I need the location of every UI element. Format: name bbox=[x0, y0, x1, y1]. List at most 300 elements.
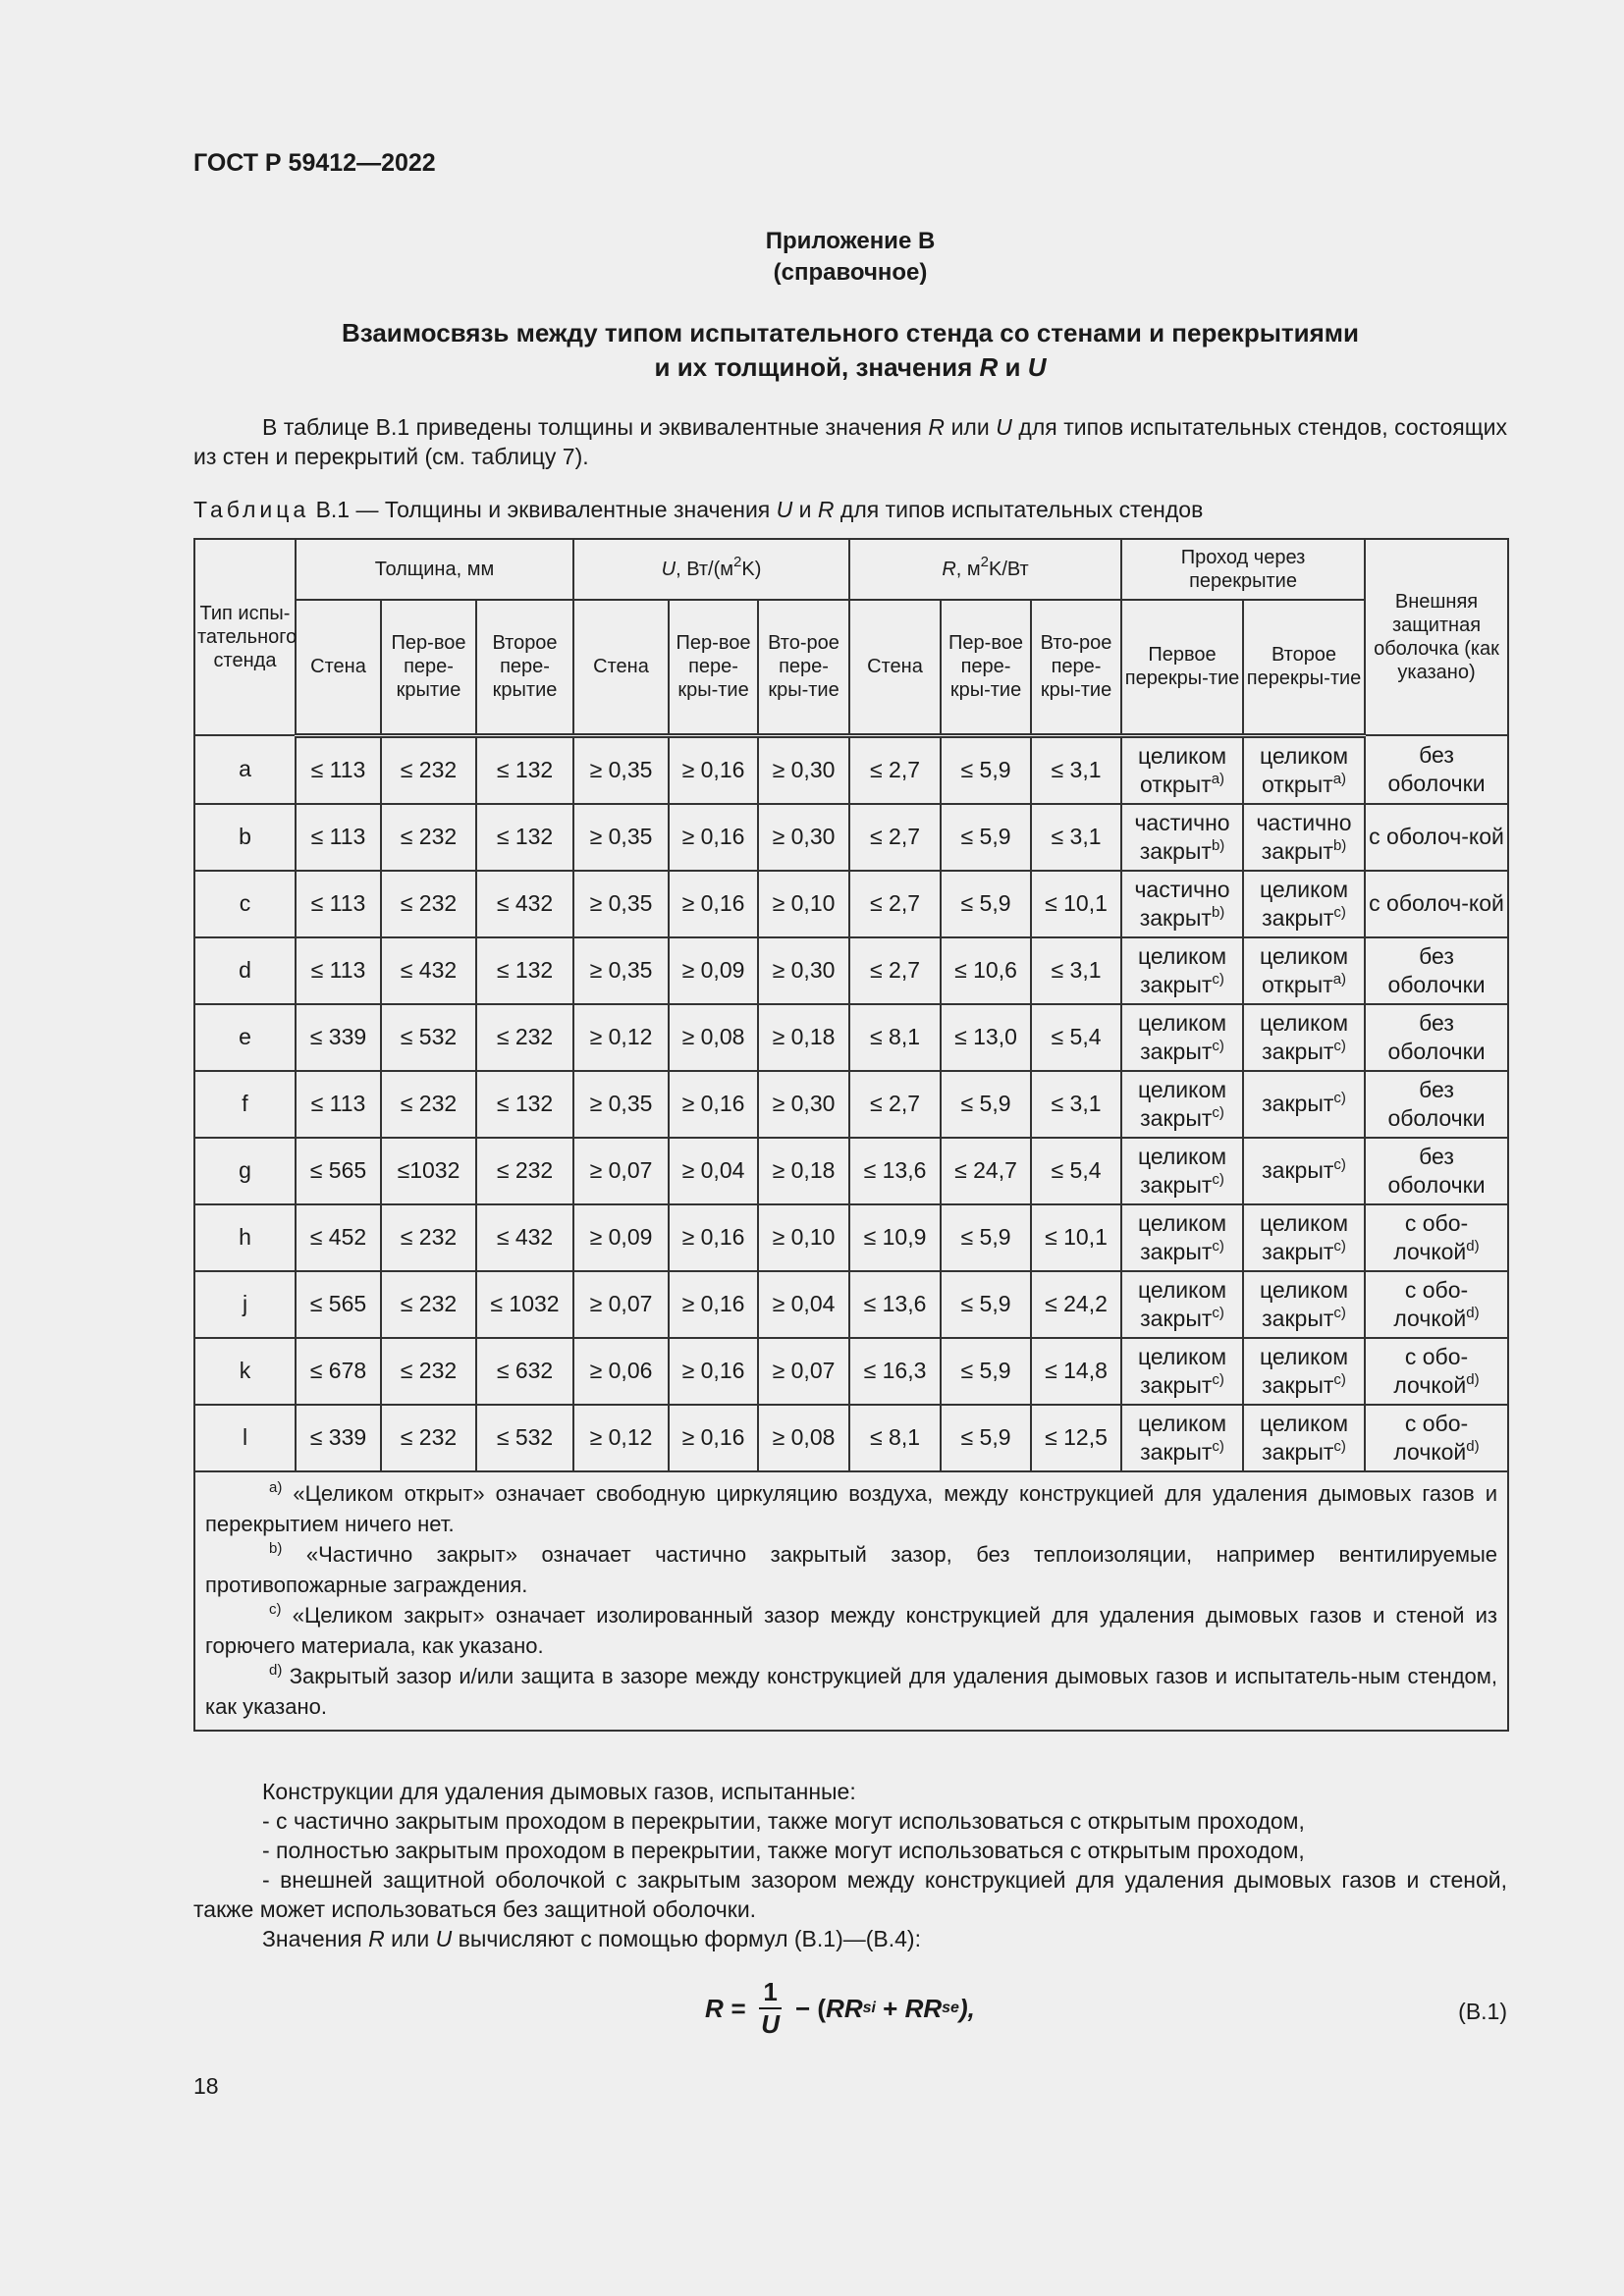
cell-r-wall: ≤ 10,9 bbox=[849, 1204, 941, 1271]
after-p4: - внешней защитной оболочкой с закрытым зазором между конструкцией для удаления дымовых газов и стеной, также может использоваться без защитной оболочки. bbox=[193, 1867, 1507, 1922]
note-c bbox=[205, 1600, 1497, 1661]
note-c-text: «Целиком закрыт» означает изолированный зазор между конструкцией для удаления дымовых газов и стеной из горючего материала, как указано. bbox=[205, 1602, 1498, 1658]
cell-u-first: ≥ 0,16 bbox=[669, 1405, 758, 1471]
header-r-unit-b: K/Вт bbox=[988, 559, 1029, 580]
intro-r: R bbox=[928, 414, 946, 440]
cell-text: с оболоч-кой bbox=[1369, 890, 1504, 916]
formula-number: (В.1) bbox=[1458, 1999, 1507, 2024]
subheader-r-second: Вто-рое пере-кры-тие bbox=[1031, 600, 1121, 735]
subheader-u-wall: Стена bbox=[573, 600, 669, 735]
cell-pass-first bbox=[1121, 735, 1243, 804]
header-u-unit-a: , Вт/(м bbox=[676, 559, 734, 580]
cell-u-second: ≥ 0,10 bbox=[758, 871, 849, 937]
formula-term-1-sub: si bbox=[862, 2000, 876, 2016]
cell-type: j bbox=[194, 1271, 296, 1338]
cell-text: с обо-лочкой bbox=[1393, 1276, 1469, 1331]
caption-text-a: В.1 — Толщины и эквивалентные значения bbox=[309, 497, 777, 522]
cell-u-wall: ≥ 0,35 bbox=[573, 735, 669, 804]
cell-u-first: ≥ 0,16 bbox=[669, 804, 758, 871]
cell-pass-first bbox=[1121, 937, 1243, 1004]
cell-thk-wall: ≤ 339 bbox=[296, 1405, 381, 1471]
note-b bbox=[205, 1539, 1497, 1600]
cell-footnote-mark: c) bbox=[1212, 1037, 1224, 1054]
cell-footnote-mark: c) bbox=[1212, 970, 1224, 988]
cell-footnote-mark: c) bbox=[1333, 1370, 1346, 1388]
cell-u-second: ≥ 0,18 bbox=[758, 1004, 849, 1071]
cell-footnote-mark: c) bbox=[1333, 1156, 1346, 1173]
cell-thk-first: ≤ 232 bbox=[381, 735, 476, 804]
cell-pass-second bbox=[1243, 1138, 1365, 1204]
table-row bbox=[194, 1004, 1508, 1071]
title-u: U bbox=[1027, 352, 1047, 382]
cell-text: без оболочки bbox=[1387, 1009, 1486, 1064]
table-row bbox=[194, 1138, 1508, 1204]
note-d-text: Закрытый зазор и/или защита в зазоре между конструкцией для удаления дымовых газов и испытатель-ным стендом, как указано. bbox=[205, 1663, 1498, 1719]
cell-type: a bbox=[194, 735, 296, 804]
cell-thk-first: ≤1032 bbox=[381, 1138, 476, 1204]
caption-and: и bbox=[792, 497, 818, 522]
cell-footnote-mark: c) bbox=[1333, 1090, 1346, 1106]
cell-u-second: ≥ 0,07 bbox=[758, 1338, 849, 1405]
after-p1: Конструкции для удаления дымовых газов, испытанные: bbox=[262, 1779, 856, 1804]
cell-r-first: ≤ 5,9 bbox=[941, 1405, 1031, 1471]
cell-r-first: ≤ 5,9 bbox=[941, 735, 1031, 804]
cell-r-wall: ≤ 2,7 bbox=[849, 735, 941, 804]
cell-u-wall: ≥ 0,09 bbox=[573, 1204, 669, 1271]
cell-pass-first bbox=[1121, 1138, 1243, 1204]
cell-thk-second: ≤ 432 bbox=[476, 1204, 573, 1271]
intro-text-b: для типов испытательных стендов, состоящих из стен и перекрытий (см. таблицу 7). bbox=[193, 414, 1507, 469]
cell-text: целиком закрыт bbox=[1259, 1209, 1349, 1264]
cell-footnote-mark: c) bbox=[1333, 1304, 1346, 1321]
cell-footnote-mark: c) bbox=[1333, 1037, 1346, 1054]
table-row bbox=[194, 1338, 1508, 1405]
cell-outer bbox=[1365, 1138, 1508, 1204]
appendix-label: Приложение В bbox=[765, 228, 936, 254]
cell-footnote-mark: a) bbox=[1332, 770, 1347, 787]
intro-u: U bbox=[996, 414, 1012, 440]
cell-r-first: ≤ 5,9 bbox=[941, 1271, 1031, 1338]
formula-end: ), bbox=[958, 1993, 975, 2023]
cell-thk-first: ≤ 232 bbox=[381, 1204, 476, 1271]
cell-outer bbox=[1365, 1004, 1508, 1071]
cell-r-first: ≤ 5,9 bbox=[941, 1204, 1031, 1271]
cell-type: b bbox=[194, 804, 296, 871]
cell-text: целиком открыт bbox=[1259, 942, 1349, 997]
cell-r-second: ≤ 5,4 bbox=[1031, 1138, 1121, 1204]
cell-text: целиком закрыт bbox=[1137, 1410, 1227, 1465]
formula-term-2-sub: se bbox=[942, 2000, 959, 2016]
cell-text: целиком закрыт bbox=[1137, 1343, 1227, 1398]
cell-r-wall: ≤ 2,7 bbox=[849, 871, 941, 937]
cell-text: целиком закрыт bbox=[1137, 1076, 1227, 1131]
header-pass: Проход через перекрытие bbox=[1121, 539, 1365, 600]
cell-r-wall: ≤ 13,6 bbox=[849, 1138, 941, 1204]
cell-thk-wall: ≤ 678 bbox=[296, 1338, 381, 1405]
cell-pass-second bbox=[1243, 735, 1365, 804]
title-r: R bbox=[979, 352, 999, 382]
cell-text: с обо-лочкой bbox=[1393, 1209, 1469, 1264]
cell-thk-wall: ≤ 339 bbox=[296, 1004, 381, 1071]
subheader-pass-second: Второе перекры-тие bbox=[1243, 600, 1365, 735]
formula-fraction bbox=[757, 1977, 784, 2040]
cell-u-second: ≥ 0,18 bbox=[758, 1138, 849, 1204]
table-row bbox=[194, 804, 1508, 871]
cell-thk-first: ≤ 232 bbox=[381, 1071, 476, 1138]
cell-u-wall: ≥ 0,07 bbox=[573, 1271, 669, 1338]
cell-thk-first: ≤ 232 bbox=[381, 804, 476, 871]
cell-thk-second: ≤ 132 bbox=[476, 735, 573, 804]
note-b-text: «Частично закрыт» означает частично закрытый зазор, без теплоизоляции, например вентилируемые противопожарные заграждения. bbox=[205, 1541, 1498, 1597]
cell-thk-second: ≤ 632 bbox=[476, 1338, 573, 1405]
cell-footnote-mark: b) bbox=[1332, 836, 1347, 854]
title-line-2 bbox=[193, 350, 1507, 385]
cell-thk-first: ≤ 432 bbox=[381, 937, 476, 1004]
cell-r-second: ≤ 5,4 bbox=[1031, 1004, 1121, 1071]
cell-thk-wall: ≤ 452 bbox=[296, 1204, 381, 1271]
after-p5-b: вычисляют с помощью формул (В.1)—(В.4): bbox=[452, 1926, 921, 1951]
subheader-thk-wall: Стена bbox=[296, 600, 381, 735]
cell-u-second: ≥ 0,08 bbox=[758, 1405, 849, 1471]
cell-type: h bbox=[194, 1204, 296, 1271]
cell-pass-first bbox=[1121, 1338, 1243, 1405]
cell-footnote-mark: c) bbox=[1212, 1237, 1224, 1255]
after-p5-r: R bbox=[368, 1926, 385, 1951]
table-row bbox=[194, 871, 1508, 937]
after-p2: - с частично закрытым проходом в перекрытии, также могут использоваться с открытым проходом, bbox=[262, 1808, 1305, 1834]
header-r bbox=[849, 539, 1121, 600]
cell-footnote-mark: d) bbox=[1466, 1304, 1480, 1321]
page-number: 18 bbox=[193, 2073, 219, 2099]
cell-thk-first: ≤ 232 bbox=[381, 1405, 476, 1471]
formula-term-2: RR bbox=[904, 1993, 943, 2023]
cell-type: f bbox=[194, 1071, 296, 1138]
cell-footnote-mark: c) bbox=[1333, 1237, 1346, 1255]
header-r-unit-sup: 2 bbox=[980, 554, 989, 570]
cell-thk-first: ≤ 232 bbox=[381, 871, 476, 937]
caption-text-b: для типов испытательных стендов bbox=[834, 497, 1204, 522]
cell-pass-first bbox=[1121, 1405, 1243, 1471]
cell-pass-second bbox=[1243, 1071, 1365, 1138]
cell-footnote-mark: c) bbox=[1333, 903, 1346, 921]
appendix-title bbox=[193, 316, 1507, 385]
cell-u-first: ≥ 0,16 bbox=[669, 1338, 758, 1405]
cell-pass-second bbox=[1243, 937, 1365, 1004]
cell-u-second: ≥ 0,30 bbox=[758, 937, 849, 1004]
cell-r-wall: ≤ 2,7 bbox=[849, 937, 941, 1004]
cell-text: без оболочки bbox=[1387, 1076, 1486, 1131]
cell-r-second: ≤ 10,1 bbox=[1031, 871, 1121, 937]
after-p5-u: U bbox=[435, 1926, 453, 1951]
cell-pass-second bbox=[1243, 871, 1365, 937]
cell-type: c bbox=[194, 871, 296, 937]
cell-u-wall: ≥ 0,06 bbox=[573, 1338, 669, 1405]
cell-r-first: ≤ 5,9 bbox=[941, 1071, 1031, 1138]
cell-text: целиком закрыт bbox=[1259, 1276, 1349, 1331]
cell-r-wall: ≤ 8,1 bbox=[849, 1405, 941, 1471]
cell-footnote-mark: b) bbox=[1211, 903, 1225, 921]
note-d-mark: d) bbox=[269, 1661, 283, 1679]
standard-header: ГОСТ Р 59412—2022 bbox=[193, 149, 436, 177]
cell-pass-first bbox=[1121, 1271, 1243, 1338]
cell-pass-second bbox=[1243, 1405, 1365, 1471]
cell-u-first: ≥ 0,16 bbox=[669, 1271, 758, 1338]
subheader-r-wall: Стена bbox=[849, 600, 941, 735]
header-r-unit-a: , м bbox=[955, 559, 981, 580]
cell-r-first: ≤ 13,0 bbox=[941, 1004, 1031, 1071]
cell-footnote-mark: c) bbox=[1212, 1103, 1224, 1121]
cell-footnote-mark: b) bbox=[1211, 836, 1225, 854]
cell-u-wall: ≥ 0,35 bbox=[573, 804, 669, 871]
cell-u-first: ≥ 0,16 bbox=[669, 1204, 758, 1271]
cell-outer bbox=[1365, 937, 1508, 1004]
cell-text: без оболочки bbox=[1387, 942, 1486, 997]
intro-text-a: В таблице В.1 приведены толщины и эквивалентные значения bbox=[262, 414, 929, 440]
table-row bbox=[194, 1405, 1508, 1471]
table-row bbox=[194, 937, 1508, 1004]
cell-thk-first: ≤ 532 bbox=[381, 1004, 476, 1071]
cell-text: закрыт bbox=[1262, 1091, 1334, 1116]
cell-thk-second: ≤ 132 bbox=[476, 937, 573, 1004]
cell-u-wall: ≥ 0,12 bbox=[573, 1004, 669, 1071]
cell-text: целиком закрыт bbox=[1259, 1410, 1349, 1465]
cell-u-second: ≥ 0,10 bbox=[758, 1204, 849, 1271]
cell-footnote-mark: c) bbox=[1212, 1370, 1224, 1388]
after-p5-or: или bbox=[384, 1926, 436, 1951]
data-table bbox=[193, 538, 1509, 1732]
title-and: и bbox=[998, 352, 1028, 382]
cell-u-second: ≥ 0,30 bbox=[758, 804, 849, 871]
cell-thk-second: ≤ 232 bbox=[476, 1004, 573, 1071]
cell-u-wall: ≥ 0,35 bbox=[573, 871, 669, 937]
cell-r-wall: ≤ 2,7 bbox=[849, 804, 941, 871]
caption-u: U bbox=[776, 497, 793, 522]
cell-r-second: ≤ 12,5 bbox=[1031, 1405, 1121, 1471]
appendix-type: (справочное) bbox=[773, 259, 928, 286]
cell-thk-wall: ≤ 565 bbox=[296, 1138, 381, 1204]
subheader-pass-first: Первое перекры-тие bbox=[1121, 600, 1243, 735]
formula-b1 bbox=[705, 1977, 975, 2040]
cell-r-second: ≤ 3,1 bbox=[1031, 937, 1121, 1004]
cell-thk-wall: ≤ 113 bbox=[296, 735, 381, 804]
cell-r-first: ≤ 5,9 bbox=[941, 804, 1031, 871]
appendix-heading bbox=[193, 226, 1507, 289]
note-c-mark: c) bbox=[269, 1600, 282, 1618]
formula-numerator: 1 bbox=[759, 1977, 781, 2009]
header-outer: Внешняя защитная оболочка (как указано) bbox=[1365, 539, 1508, 735]
cell-pass-second bbox=[1243, 1204, 1365, 1271]
header-u bbox=[573, 539, 849, 600]
formula-lhs: R = bbox=[705, 1993, 746, 2023]
cell-r-second: ≤ 14,8 bbox=[1031, 1338, 1121, 1405]
note-d bbox=[205, 1661, 1497, 1722]
table-row bbox=[194, 1271, 1508, 1338]
cell-u-wall: ≥ 0,35 bbox=[573, 937, 669, 1004]
cell-outer bbox=[1365, 804, 1508, 871]
cell-u-first: ≥ 0,08 bbox=[669, 1004, 758, 1071]
cell-type: k bbox=[194, 1338, 296, 1405]
cell-thk-wall: ≤ 113 bbox=[296, 871, 381, 937]
subheader-u-second: Вто-рое пере-кры-тие bbox=[758, 600, 849, 735]
cell-thk-second: ≤ 1032 bbox=[476, 1271, 573, 1338]
formula-denominator: U bbox=[761, 2009, 780, 2039]
note-a bbox=[205, 1478, 1497, 1539]
after-p3: - полностью закрытым проходом в перекрытии, также могут использоваться с открытым проходом, bbox=[262, 1838, 1305, 1863]
cell-text: целиком закрыт bbox=[1259, 876, 1349, 931]
cell-text: целиком закрыт bbox=[1137, 1143, 1227, 1198]
cell-thk-first: ≤ 232 bbox=[381, 1271, 476, 1338]
cell-text: с обо-лочкой bbox=[1393, 1410, 1469, 1465]
cell-text: целиком открыт bbox=[1259, 742, 1349, 797]
title-text: и их толщиной, значения bbox=[654, 352, 980, 382]
cell-r-second: ≤ 3,1 bbox=[1031, 1071, 1121, 1138]
cell-text: целиком закрыт bbox=[1137, 1009, 1227, 1064]
cell-type: g bbox=[194, 1138, 296, 1204]
cell-text: частично закрыт bbox=[1134, 809, 1230, 864]
cell-u-second: ≥ 0,04 bbox=[758, 1271, 849, 1338]
note-a-text: «Целиком открыт» означает свободную циркуляцию воздуха, между конструкцией для удаления дымовых газов и перекрытием ничего нет. bbox=[205, 1480, 1498, 1536]
cell-r-first: ≤ 5,9 bbox=[941, 1338, 1031, 1405]
cell-text: целиком закрыт bbox=[1137, 1276, 1227, 1331]
subheader-thk-second: Второе пере-крытие bbox=[476, 600, 573, 735]
caption-r: R bbox=[817, 497, 835, 522]
cell-text: целиком закрыт bbox=[1137, 942, 1227, 997]
cell-text: целиком открыт bbox=[1137, 742, 1227, 797]
formula-term-1: RR bbox=[826, 1993, 863, 2023]
table-row bbox=[194, 1071, 1508, 1138]
cell-pass-second bbox=[1243, 804, 1365, 871]
cell-footnote-mark: a) bbox=[1332, 970, 1347, 988]
cell-r-wall: ≤ 2,7 bbox=[849, 1071, 941, 1138]
cell-text: целиком закрыт bbox=[1137, 1209, 1227, 1264]
after-p5 bbox=[193, 1924, 1507, 1953]
intro-or: или bbox=[945, 414, 997, 440]
cell-footnote-mark: d) bbox=[1466, 1437, 1480, 1455]
header-thickness: Толщина, мм bbox=[296, 539, 573, 600]
cell-footnote-mark: c) bbox=[1212, 1437, 1224, 1455]
cell-thk-wall: ≤ 565 bbox=[296, 1271, 381, 1338]
cell-text: частично закрыт bbox=[1134, 876, 1230, 931]
cell-footnote-mark: a) bbox=[1211, 770, 1225, 787]
table-row bbox=[194, 735, 1508, 804]
cell-r-wall: ≤ 13,6 bbox=[849, 1271, 941, 1338]
cell-u-first: ≥ 0,16 bbox=[669, 735, 758, 804]
cell-u-second: ≥ 0,30 bbox=[758, 735, 849, 804]
cell-outer bbox=[1365, 1204, 1508, 1271]
cell-thk-wall: ≤ 113 bbox=[296, 937, 381, 1004]
cell-r-second: ≤ 24,2 bbox=[1031, 1271, 1121, 1338]
header-u-unit-sup: 2 bbox=[733, 554, 742, 570]
cell-u-wall: ≥ 0,07 bbox=[573, 1138, 669, 1204]
cell-r-first: ≤ 5,9 bbox=[941, 871, 1031, 937]
cell-u-second: ≥ 0,30 bbox=[758, 1071, 849, 1138]
cell-text: без оболочки bbox=[1387, 1143, 1486, 1198]
cell-r-second: ≤ 3,1 bbox=[1031, 735, 1121, 804]
table-notes-row bbox=[194, 1471, 1508, 1731]
cell-text: частично закрыт bbox=[1256, 809, 1352, 864]
cell-u-first: ≥ 0,04 bbox=[669, 1138, 758, 1204]
cell-text: целиком закрыт bbox=[1259, 1009, 1349, 1064]
cell-pass-first bbox=[1121, 1071, 1243, 1138]
header-type: Тип испы-тательного стенда bbox=[194, 539, 296, 735]
cell-text: без оболочки bbox=[1387, 741, 1486, 796]
title-line-1: Взаимосвязь между типом испытательного стенда со стенами и перекрытиями bbox=[341, 318, 1360, 347]
cell-thk-second: ≤ 432 bbox=[476, 871, 573, 937]
cell-footnote-mark: d) bbox=[1466, 1237, 1480, 1255]
cell-pass-second bbox=[1243, 1338, 1365, 1405]
caption-label: Таблица bbox=[193, 497, 310, 522]
cell-outer bbox=[1365, 1271, 1508, 1338]
intro-paragraph bbox=[193, 412, 1507, 471]
cell-u-first: ≥ 0,16 bbox=[669, 1071, 758, 1138]
cell-pass-first bbox=[1121, 871, 1243, 937]
cell-footnote-mark: c) bbox=[1333, 1437, 1346, 1455]
cell-r-wall: ≤ 8,1 bbox=[849, 1004, 941, 1071]
cell-outer bbox=[1365, 1405, 1508, 1471]
cell-u-wall: ≥ 0,12 bbox=[573, 1405, 669, 1471]
cell-r-first: ≤ 24,7 bbox=[941, 1138, 1031, 1204]
cell-text: с оболоч-кой bbox=[1369, 824, 1504, 849]
table-caption bbox=[193, 497, 1203, 523]
cell-thk-second: ≤ 132 bbox=[476, 1071, 573, 1138]
table-body bbox=[194, 735, 1508, 1731]
table-notes bbox=[194, 1471, 1508, 1731]
cell-r-wall: ≤ 16,3 bbox=[849, 1338, 941, 1405]
cell-type: l bbox=[194, 1405, 296, 1471]
cell-text: целиком закрыт bbox=[1259, 1343, 1349, 1398]
cell-thk-wall: ≤ 113 bbox=[296, 804, 381, 871]
cell-outer bbox=[1365, 1338, 1508, 1405]
cell-footnote-mark: d) bbox=[1466, 1370, 1480, 1388]
cell-outer bbox=[1365, 735, 1508, 804]
header-r-symbol: R bbox=[942, 559, 956, 580]
header-u-symbol: U bbox=[661, 559, 677, 580]
cell-type: e bbox=[194, 1004, 296, 1071]
subheader-u-first: Пер-вое пере-кры-тие bbox=[669, 600, 758, 735]
cell-thk-second: ≤ 232 bbox=[476, 1138, 573, 1204]
cell-outer bbox=[1365, 1071, 1508, 1138]
formula-minus: − ( bbox=[794, 1993, 827, 2023]
cell-text: с обо-лочкой bbox=[1393, 1343, 1469, 1398]
note-b-mark: b) bbox=[269, 1539, 283, 1557]
cell-thk-first: ≤ 232 bbox=[381, 1338, 476, 1405]
after-p5-a: Значения bbox=[262, 1926, 369, 1951]
table-row bbox=[194, 1204, 1508, 1271]
cell-pass-first bbox=[1121, 1004, 1243, 1071]
subheader-r-first: Пер-вое пере-кры-тие bbox=[941, 600, 1031, 735]
cell-r-first: ≤ 10,6 bbox=[941, 937, 1031, 1004]
cell-u-first: ≥ 0,09 bbox=[669, 937, 758, 1004]
cell-thk-wall: ≤ 113 bbox=[296, 1071, 381, 1138]
cell-u-wall: ≥ 0,35 bbox=[573, 1071, 669, 1138]
cell-u-first: ≥ 0,16 bbox=[669, 871, 758, 937]
cell-thk-second: ≤ 532 bbox=[476, 1405, 573, 1471]
cell-pass-first bbox=[1121, 1204, 1243, 1271]
subheader-thk-first: Пер-вое пере-крытие bbox=[381, 600, 476, 735]
note-a-mark: a) bbox=[269, 1478, 283, 1496]
cell-pass-second bbox=[1243, 1004, 1365, 1071]
cell-footnote-mark: c) bbox=[1212, 1170, 1224, 1188]
cell-r-second: ≤ 3,1 bbox=[1031, 804, 1121, 871]
header-u-unit-b: K) bbox=[741, 559, 762, 580]
cell-pass-second bbox=[1243, 1271, 1365, 1338]
cell-footnote-mark: c) bbox=[1212, 1304, 1224, 1321]
cell-outer bbox=[1365, 871, 1508, 937]
cell-pass-first bbox=[1121, 804, 1243, 871]
cell-thk-second: ≤ 132 bbox=[476, 804, 573, 871]
formula-plus: + bbox=[875, 1993, 905, 2023]
cell-r-second: ≤ 10,1 bbox=[1031, 1204, 1121, 1271]
